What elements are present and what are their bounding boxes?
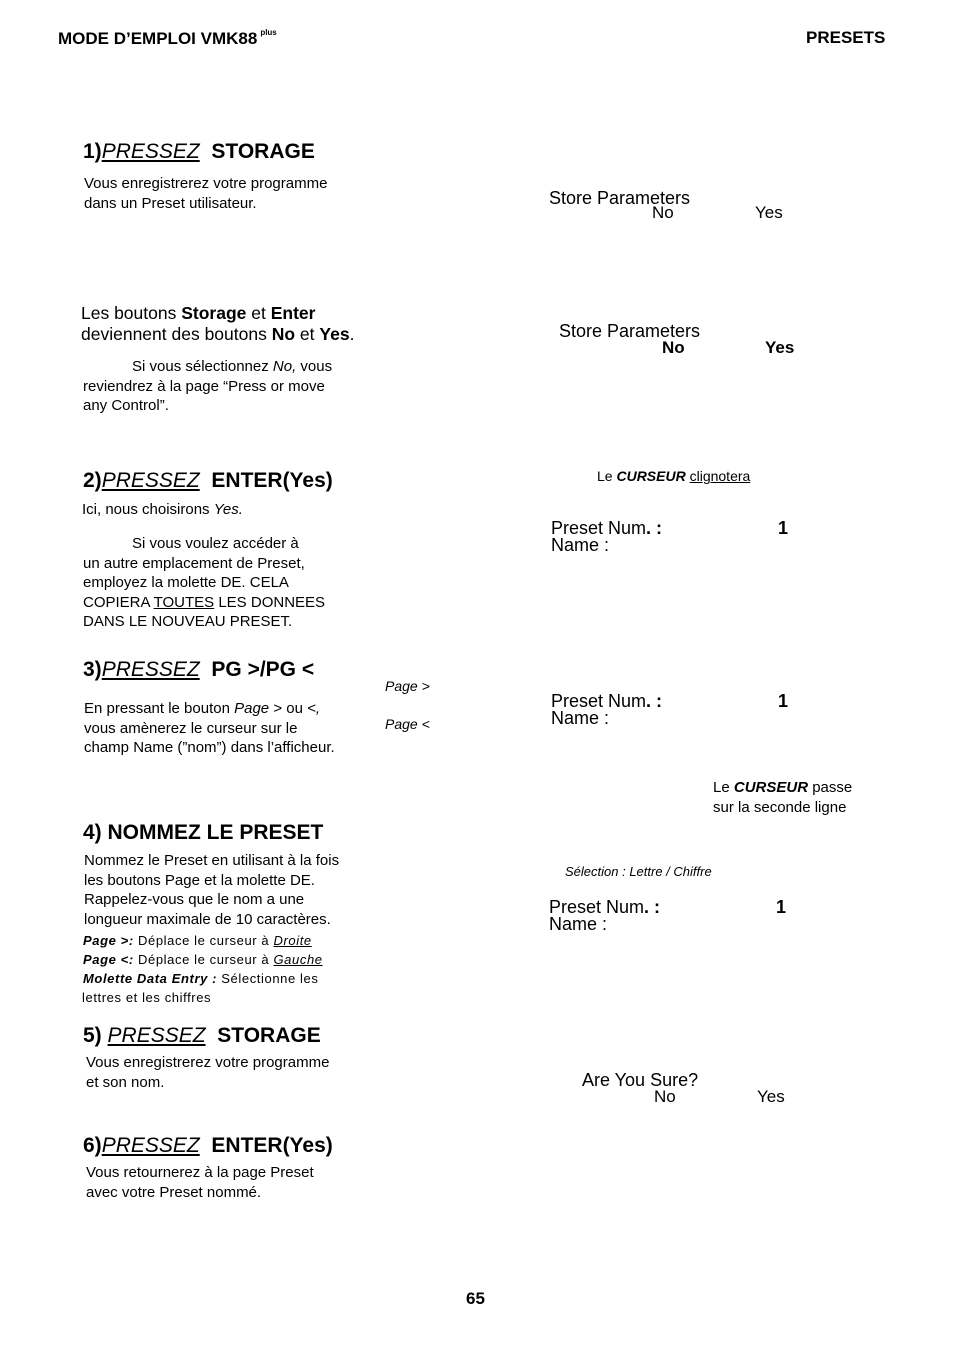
cursor-second-line-note: Le CURSEUR passe sur la seconde ligne xyxy=(713,779,853,816)
step-3-text: En pressant le bouton Page > ou <, vous amènerez le curseur sur le champ Name (”nom”) dans l’afficheur. xyxy=(84,700,335,756)
display-4-value: 1 xyxy=(778,691,789,711)
display-2-title: Store Parameters xyxy=(559,321,701,341)
page-back-label: Page < xyxy=(385,716,430,732)
step-3-heading: 3)PRESSEZ PG >/PG < xyxy=(83,658,315,681)
step-2-heading: 2)PRESSEZ ENTER(Yes) xyxy=(83,469,333,492)
display-3-name: Name : xyxy=(551,535,610,555)
step-4-heading: 4) NOMMEZ LE PRESET xyxy=(83,821,324,844)
step-6-heading: 6)PRESSEZ ENTER(Yes) xyxy=(83,1134,333,1157)
step-4-text: Nommez le Preset en utilisant à la fois les boutons Page et la molette DE. Rappelez-vous que le nom a une longueur maximale de 10 caractères. xyxy=(84,852,340,928)
step-1-text: Vous enregistrerez votre programme dans un Preset utilisateur. xyxy=(84,175,328,212)
cursor-blink-note: Le CURSEUR clignotera xyxy=(597,468,751,484)
display-1-no: No xyxy=(652,203,674,222)
display-6-title: Are You Sure? xyxy=(582,1070,699,1090)
step-2-text: Si vous voulez accéder à un autre emplacement de Preset, employez la molette DE. CELA COPIERA TOUTES LES DONNEES DANS LE NOUVEAU PRESET. xyxy=(83,535,326,630)
display-4-name: Name : xyxy=(551,708,610,728)
display-5-value: 1 xyxy=(776,897,787,917)
step-1-heading: 1)PRESSEZ STORAGE xyxy=(83,140,315,163)
step-2-choice: Ici, nous choisirons Yes. xyxy=(82,501,243,518)
display-1-title: Store Parameters xyxy=(549,188,691,208)
display-6-yes: Yes xyxy=(757,1087,785,1106)
page-forward-label: Page > xyxy=(385,678,430,694)
step-5-heading: 5) PRESSEZ STORAGE xyxy=(83,1024,321,1047)
step-5-text: Vous enregistrerez votre programme et son nom. xyxy=(86,1054,330,1091)
selection-note: Sélection : Lettre / Chiffre xyxy=(565,864,712,879)
display-2-no: No xyxy=(662,338,685,357)
display-2-yes: Yes xyxy=(765,338,795,357)
step-4-keys: Page >: Déplace le curseur à Droite Page <: Déplace le curseur à Gauche Molette Data Entry : Sélectionne les lettres et les chiffres xyxy=(82,933,323,1005)
header-title: MODE D’EMPLOI VMK88 $^{plus}$ xyxy=(58,28,277,48)
header-title-sup: plus xyxy=(260,28,277,37)
display-3-label: Preset Num. : xyxy=(551,518,663,538)
no-note: Si vous sélectionnez No, vous reviendrez à la page “Press or move any Control”. xyxy=(83,358,333,414)
buttons-note: Les boutons Storage et Enter deviennent des boutons No et Yes. xyxy=(81,303,355,344)
display-3-value: 1 xyxy=(778,518,789,538)
display-1-yes: Yes xyxy=(755,203,783,222)
header-section: PRESETS xyxy=(806,28,886,47)
display-5-name: Name : xyxy=(549,914,608,934)
display-5-label: Preset Num. : xyxy=(549,897,661,917)
display-6-no: No xyxy=(654,1087,676,1106)
step-6-text: Vous retournerez à la page Preset avec votre Preset nommé. xyxy=(86,1164,314,1201)
page-number: 65 xyxy=(466,1289,485,1308)
display-4-label: Preset Num. : xyxy=(551,691,663,711)
